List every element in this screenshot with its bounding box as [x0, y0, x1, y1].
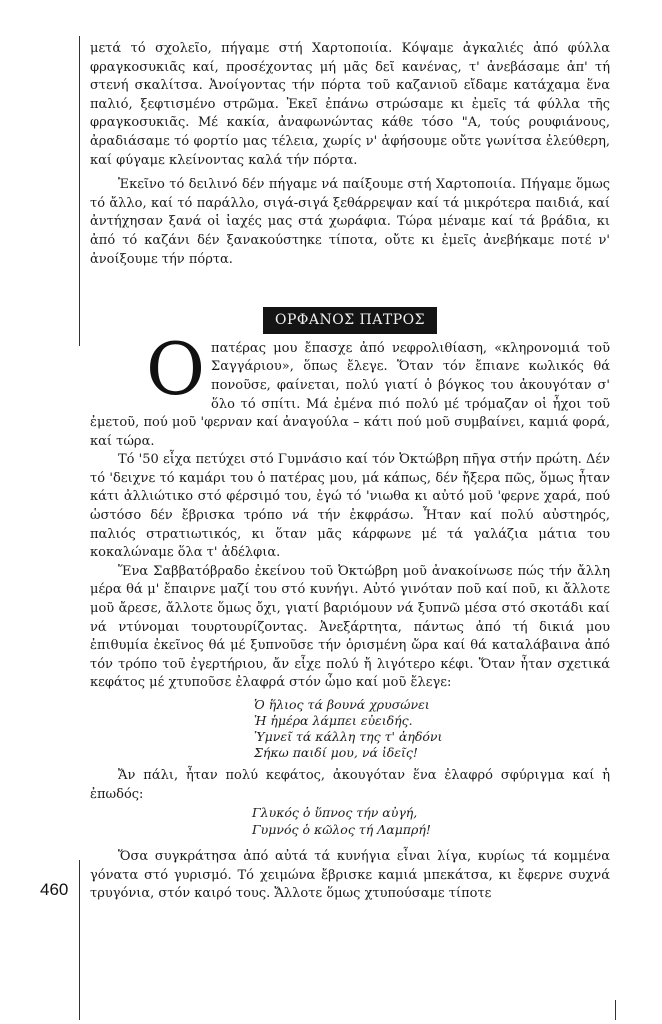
poem-2-line: Γυμνός ὁ κῶλος τή Λαμπρή!	[252, 822, 431, 838]
page-number: 460	[40, 880, 69, 899]
poem-1-line: Ἡ ἡμέρα λάμπει εὐειδής.	[254, 713, 413, 728]
margin-rule-bottom	[79, 860, 80, 1020]
paragraph-3	[90, 326, 610, 452]
paragraph-3-text: πατέρας μου ἔπασχε ἀπό νεφρολιθίαση, «κληρονομιά τοῦ Σαγγάριου», ὅπως ἔλεγε. Ὅταν τόν ἔπιανε κωλικός θά πονοῦσε, φαίνεται, πολύ γιατί ὁ βόγκος του ἀκουγόταν σ' ὅλο τό σπίτι. Μά ἐμένα πιό πολύ μέ τρόμαζαν οἱ ἦχοι τοῦ ἐμετοῦ, πού μοῦ 'φερναν καί ἀναγούλα – κάτι πού μοῦ συμβαίνει, καμιά φορά, καί τώρα.	[90, 340, 610, 449]
poem-1-line: Ὑμνεῖ τά κάλλη της τ' ἀηδόνι	[254, 729, 443, 744]
section-heading: ΟΡΦΑΝΟΣ ΠΑΤΡΟΣ	[263, 307, 437, 334]
poem-1-line: Ὁ ἥλιος τά βουνά χρυσώνει	[254, 697, 430, 712]
paragraph-1: μετά τό σχολεῖο, πήγαμε στή Χαρτοποιία. Κόψαμε ἀγκαλιές ἀπό φύλλα φραγκοσυκιᾶς καί, προσέχοντας μή μᾶς δεῖ κανένας, τ' ἀνεβάσαμε ἀπ' τή στενή σκαλίτσα. Ἀνοίγοντας τήν πόρτα τοῦ καζανιοῦ εἴδαμε κατάχαμα ἕνα παλιό, ξεφτισμένο στρῶμα. Ἐκεῖ ἐπάνω στρώσαμε κι ἐμεῖς τά φύλλα τῆς φραγκοσυκιᾶς. Μέ κακία, ἀναφωνώντας κάθε τόσο "Α, τούς ρουφιάνους, ἀραδιάσαμε τό φορτίο μας τέλεια, χωρίς ν' ἀφήσουμε οὔτε γωνίτσα ἐλεύθερη, καί φύγαμε κλείνοντας καλά τήν πόρτα.	[90, 41, 610, 168]
text-column	[90, 40, 610, 904]
poem-2	[252, 804, 610, 838]
paragraph-5: Ἕνα Σαββατόβραδο ἐκείνου τοῦ Ὀκτώβρη μοῦ ἀνακοίνωσε πώς τήν ἄλλη μέρα θά μ' ἔπαιρνε μαζί του στό κυνήγι. Αὐτό γινόταν ποῦ καί ποῦ, κι ἄλλοτε μοῦ ἄρεσε, ἄλλοτε ὅμως ὄχι, γιατί βαριόμουν νά ξυπνῶ μέσα στό σκοτάδι καί νά ντύνομαι τουρτουρίζοντας. Ἀνεξάρτητα, πάντως ἀπό τή δικιά μου ἐπιθυμία ἐκεῖνος θά μέ ξυπνοῦσε τήν ὁρισμένη ὥρα καί θά καταλάβαινα ἀπό τόν τρόπο τοῦ ἐγερτήριου, ἄν εἶχε πολύ ἤ λιγότερο κέφι. Ὅταν ἦταν σχετικά κεφάτος μέ χτυποῦσε ἐλαφρά στόν ὦμο καί μοῦ ἔλεγε:	[90, 563, 610, 691]
margin-rule-top	[79, 36, 80, 346]
margin-rule-right	[615, 1000, 616, 1020]
paragraph-7: Ὅσα συγκράτησα ἀπό αὐτά τά κυνήγια εἶναι λίγα, κυρίως τά κομμένα γόνατα στό γυρισμό. Τό χειμώνα ἔβρισκε καμιά μπεκάτσα, κι ἔφερνε συχνά τρυγόνια, στόν καιρό τους. Ἄλλοτε ὅμως χτυπούσαμε τίποτε	[90, 849, 610, 902]
paragraph-2: Ἐκεῖνο τό δειλινό δέν πήγαμε νά παίξουμε στή Χαρτοποιία. Πήγαμε ὅμως τό ἄλλο, καί τό παράλλο, σιγά-σιγά ξεθάρρεψαν καί τά μικρότερα παιδιά, καί ἀντήχησαν ξανά οἱ ἰαχές μας στά χωράφια. Τώρα μέναμε καί τά βράδια, κι ἀπό τό καζάνι δέν ξανακούστηκε τίποτα, οὔτε κι ἐμεῖς ἀνεβήκαμε ποτέ ν' ἀνοίξουμε τήν πόρτα.	[90, 177, 610, 267]
poem-1	[254, 697, 610, 761]
paragraph-6: Ἄν πάλι, ἦταν πολύ κεφάτος, ἀκουγόταν ἕνα ἐλαφρό σφύριγμα καί ἡ ἐπωδός:	[90, 768, 610, 802]
poem-2-line: Γλυκός ὁ ὕπνος τήν αὐγή,	[252, 805, 418, 821]
paragraph-4: Τό '50 εἶχα πετύχει στό Γυμνάσιο καί τόν Ὀκτώβρη πῆγα στήν πρώτη. Δέν τό 'δειχνε τό καμάρι του ὁ πατέρας μου, μά κάπως, δέν ἤξερα πῶς, ὅμως ἦταν κάτι ἀλλιώτικο στό φέρσιμό του, ἐγώ τό 'νιωθα κι αὐτό μοῦ 'φερνε χαρά, πού ὡστόσο δέν ἔβρισκα τρόπο νά τήν ἐκφράσω. Ἦταν καί πολύ αὐστηρός, παλιός στρατιωτικός, κι ὅταν μᾶς κάρφωνε μέ τά γαλάζια μάτια του κοκαλώναμε ὅλα τ' ἀδέλφια.	[90, 452, 610, 561]
poem-1-line: Σήκω παιδί μου, νά ἰδεῖς!	[254, 745, 418, 760]
drop-cap: Ο	[146, 326, 206, 411]
